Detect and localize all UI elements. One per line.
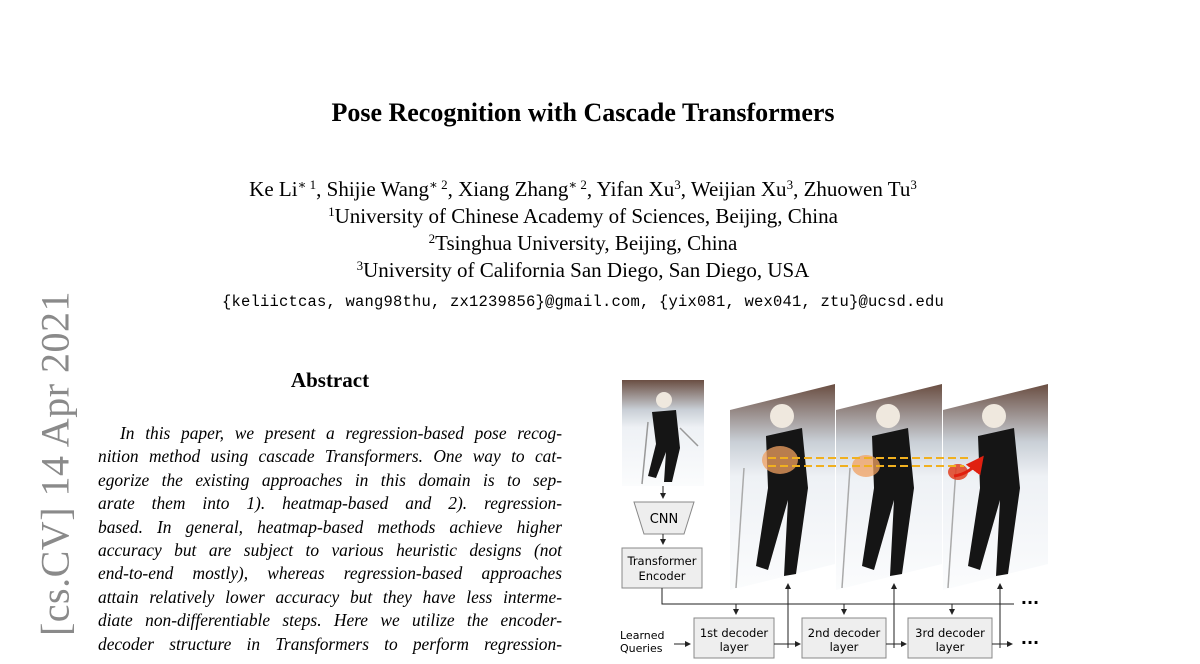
input-image — [622, 380, 704, 486]
abstract-line: arate them into 1). heatmap-based and 2). regression- — [98, 493, 562, 514]
abstract-line: In this paper, we present a regression-based pose recog- — [120, 423, 562, 443]
arxiv-stamp: [cs.CV] 14 Apr 2021 — [32, 290, 78, 637]
author-mark: 3 — [786, 177, 794, 192]
ellipsis-top: ··· — [1020, 593, 1040, 612]
abstract-heading: Abstract — [290, 368, 370, 392]
author-mark: ∗ 2 — [568, 177, 587, 192]
affiliation — [0, 203, 1166, 230]
author-mark: 3 — [674, 177, 681, 192]
author-name: Yifan Xu — [596, 177, 675, 201]
author-mark: ∗ 1 — [297, 177, 317, 192]
author-name: Shijie Wang — [326, 177, 429, 201]
affiliation-mark: 3 — [356, 258, 364, 273]
pose-frame-2 — [836, 384, 942, 590]
decoder-label-line: 1st decoder — [699, 626, 769, 640]
decoder-label-line: layer — [935, 640, 965, 654]
decoder-label-line: layer — [719, 640, 749, 654]
ellipsis-bottom: ··· — [1020, 633, 1040, 652]
author-mark: 3 — [910, 177, 917, 192]
author-mark: ∗ 2 — [429, 177, 448, 192]
pipeline-figure — [618, 378, 1058, 655]
abstract-line: egorize the existing approaches in this domain is to sep- — [98, 469, 562, 490]
affiliation-mark: 1 — [328, 204, 335, 219]
decoder-label-line: 2nd decoder — [807, 626, 881, 640]
abstract-line: based. In general, heatmap-based methods achieve higher — [98, 516, 562, 537]
queries-label-line: Learned — [620, 629, 665, 642]
decoder-label-line: 3rd decoder — [915, 626, 985, 640]
encoder-label-line: Transformer — [627, 554, 697, 568]
author-block — [0, 176, 1166, 284]
keypoint-marker — [762, 446, 798, 474]
author-name: Weijian Xu — [690, 177, 787, 201]
abstract-body — [98, 422, 562, 656]
affiliation-text: University of California San Diego, San Diego, USA — [363, 258, 810, 282]
affiliation-mark: 2 — [428, 231, 436, 246]
author-list: Ke $Li^{∗ 1}$, Shijie Wang$^{∗ 2}$, Xiang Zhang$^{∗ 2}$, Yifan Xu$^3$, Weijian Xu$^3$, Zhuowen Tu$^3$ — [249, 177, 917, 201]
abstract-line: end-to-end mostly), whereas regression-based approaches — [98, 563, 562, 584]
queries-label-line: Queries — [620, 642, 663, 655]
abstract-line: accuracy but are subject to various heuristic designs (not — [98, 540, 562, 561]
affiliation — [0, 257, 1166, 284]
paper-title: Pose Recognition with Cascade Transformers — [331, 98, 835, 127]
pose-frame-1 — [730, 384, 835, 590]
abstract-line: nition method using cascade Transformers. One way to cat- — [98, 446, 562, 467]
abstract-line: attain relatively lower accuracy but they have less interme- — [98, 586, 562, 607]
decoder-label-line: layer — [829, 640, 859, 654]
encoder-label-line: Encoder — [638, 569, 686, 583]
author-name: Zhuowen Tu — [803, 177, 911, 201]
affiliation-text: Tsinghua University, Beijing, China — [435, 231, 738, 255]
abstract-line: decoder structure in Transformers to perform regression- — [98, 633, 562, 654]
affiliation — [0, 230, 1166, 257]
abstract-line: diate non-differentiable steps. Here we utilize the encoder- — [98, 610, 562, 631]
affiliation-text: University of Chinese Academy of Sciences, Beijing, China — [334, 204, 838, 228]
author-name: Xiang Zhang — [458, 177, 569, 201]
pose-frame-3 — [943, 384, 1048, 590]
author-emails: {keliictcas, wang98thu, zx1239856}@gmail.com, {yix081, wex041, ztu}@ucsd.edu — [221, 293, 945, 311]
cnn-label: CNN — [649, 512, 679, 527]
author-name: Ke Li — [249, 177, 298, 201]
